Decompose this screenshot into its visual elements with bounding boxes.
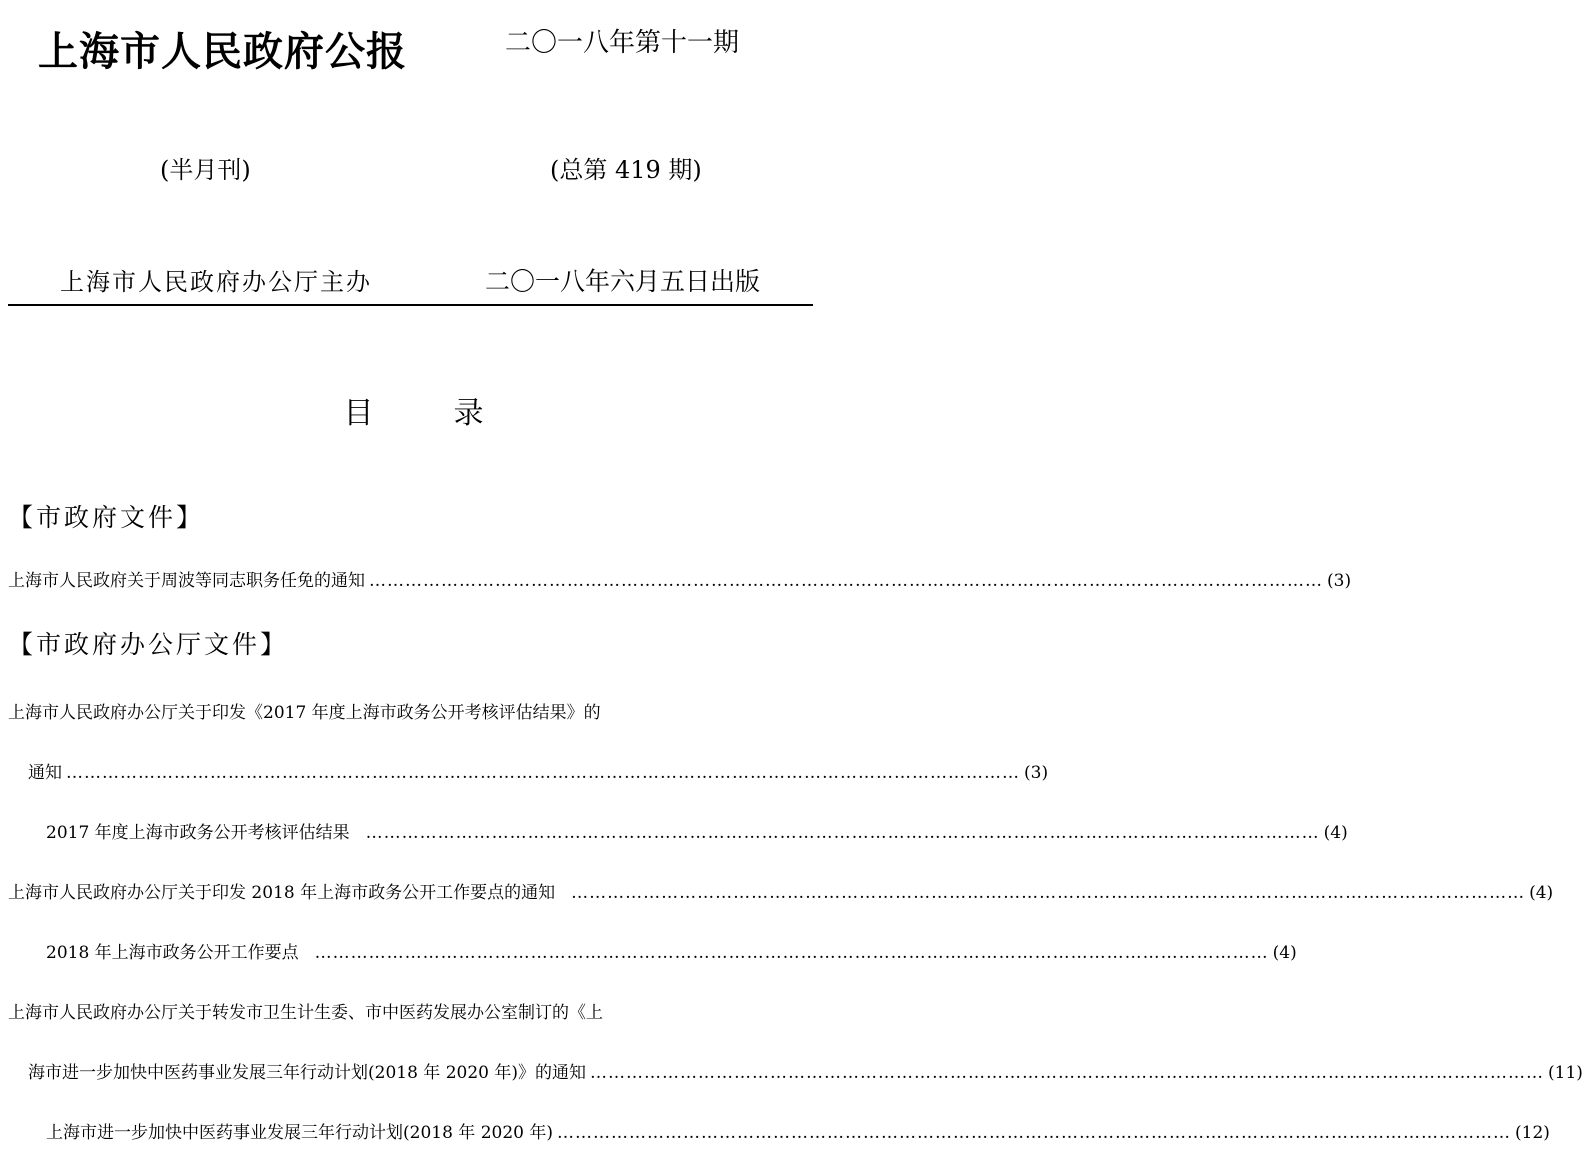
toc-entry[interactable]: [0, 698, 827, 728]
toc-entry-title: 上海市人民政府关于周波等同志职务任免的通知: [8, 571, 365, 591]
toc-entry-page: (4): [1323, 823, 1348, 843]
toc-leader-dots: ……………………………………………………………………………………………………………………………………………: [314, 943, 1269, 963]
issue-number: 二〇一八年第十一期: [505, 28, 740, 58]
toc-entry-page: (3): [1327, 571, 1352, 591]
publication-frequency: (半月刊): [160, 156, 251, 184]
toc-leader-dots: ……………………………………………………………………………………………………………………………………………: [557, 1123, 1512, 1143]
toc-heading-left: 目: [343, 396, 374, 431]
masthead-divider: [8, 304, 813, 306]
toc-leader-dots: ……………………………………………………………………………………………………………………………………………: [590, 1063, 1545, 1083]
toc-entry-title: 2018 年上海市政务公开工作要点: [46, 943, 299, 963]
toc-entry[interactable]: [0, 998, 827, 1028]
toc-entry-title: 上海市人民政府办公厅关于印发 2018 年上海市政务公开工作要点的通知: [8, 883, 556, 903]
toc-entry[interactable]: [0, 566, 1352, 596]
toc-entry-title: 通知: [28, 763, 62, 783]
toc-entry-page: (11): [1548, 1063, 1583, 1083]
toc-subentry[interactable]: [0, 1118, 1550, 1148]
publish-date: 二〇一八年六月五日出版: [485, 267, 761, 296]
toc-entry-page: (12): [1515, 1123, 1550, 1143]
toc-entry-title: 上海市人民政府办公厅关于转发市卫生计生委、市中医药发展办公室制订的《上: [8, 1003, 603, 1023]
toc-subentry[interactable]: [0, 818, 1348, 848]
toc-leader-dots: ……………………………………………………………………………………………………………………………………………: [365, 823, 1320, 843]
toc-entry-page: (4): [1272, 943, 1297, 963]
toc-entry-title: 上海市人民政府办公厅关于印发《2017 年度上海市政务公开考核评估结果》的: [8, 703, 601, 723]
toc-entry-page: (3): [1024, 763, 1049, 783]
toc-entry[interactable]: [0, 878, 1554, 908]
gazette-title: 上海市人民政府公报: [38, 28, 407, 75]
toc-leader-dots: ……………………………………………………………………………………………………………………………………………: [571, 883, 1526, 903]
toc-entry-title: 2017 年度上海市政务公开考核评估结果: [46, 823, 350, 843]
toc-leader-dots: ……………………………………………………………………………………………………………………………………………: [369, 571, 1323, 591]
toc-entry-title: 海市进一步加快中医药事业发展三年行动计划(2018 年 2020 年)》的通知: [28, 1063, 587, 1083]
toc-leader-dots: ……………………………………………………………………………………………………………………………………………: [66, 763, 1020, 783]
toc-entry-page: (4): [1529, 883, 1554, 903]
toc-entry[interactable]: [0, 758, 1049, 788]
toc-subentry[interactable]: [0, 938, 1297, 968]
section-general-office-documents: 【市政府办公厅文件】: [8, 630, 289, 659]
toc-heading-right: 录: [453, 396, 484, 431]
total-issue-number: (总第 419 期): [550, 156, 702, 184]
section-city-government-documents: 【市政府文件】: [8, 503, 205, 532]
toc-entry[interactable]: [0, 1058, 1583, 1088]
toc-heading: [0, 388, 827, 432]
sponsor-line: 上海市人民政府办公厅主办: [60, 268, 372, 296]
toc-entry-title: 上海市进一步加快中医药事业发展三年行动计划(2018 年 2020 年): [46, 1123, 554, 1143]
